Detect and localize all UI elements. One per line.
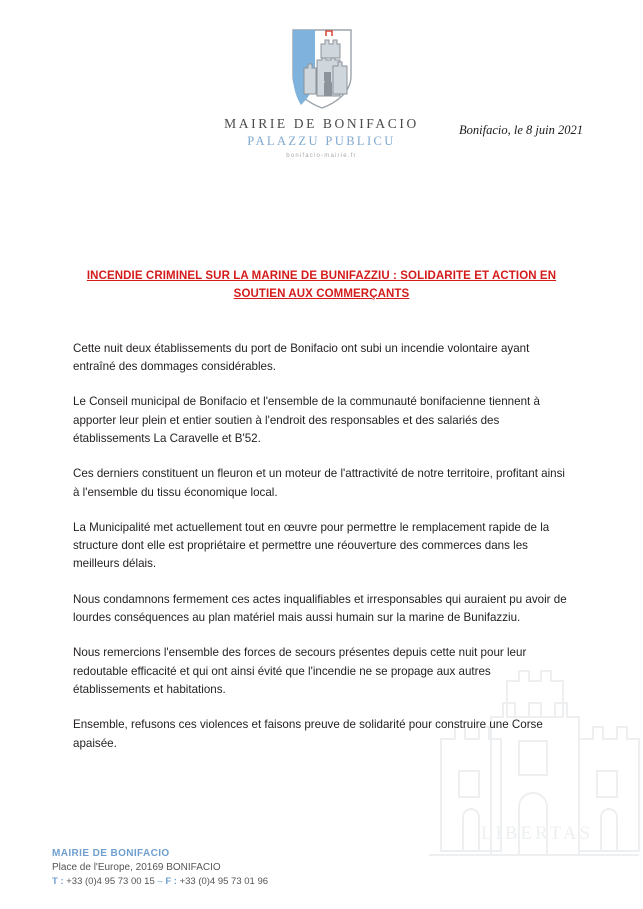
document-title [73,268,570,304]
paragraph-list [73,340,570,753]
paragraph: Nous remercions l'ensemble des forces de secours présentes depuis cette nuit pour leur redoutable efficacité et qui ont ainsi évité que l'incendie ne se propage aux autres établissements et habitations. [73,646,527,696]
footer-address: Place de l'Europe, 20169 BONIFACIO [52,862,221,873]
footer-separator: – [157,876,163,887]
dateline: Bonifacio, le 8 juin 2021 [459,123,583,137]
document-title-line2: SOUTIEN AUX COMMERÇANTS [233,287,410,300]
paragraph: La Municipalité met actuellement tout en œuvre pour permettre le remplacement rapide de la structure dont elle est propriétaire et permettre une réouverture des commerces dans les meilleurs délais. [73,520,550,571]
footer [52,848,268,887]
logo-block [207,26,437,159]
logo-website: bonifacio-mairie.fr [286,153,357,159]
footer-tel-label: T : [52,876,64,887]
watermark-motto: LIBERTAS [480,823,594,844]
footer-tel-value: +33 (0)4 95 73 00 15 [66,876,155,887]
paragraph: Nous condamnons fermement ces actes inqualifiables et irresponsables qui auraient pu avoir de lourdes conséquences au plan matériel mais aussi humain sur la marine de Bunifazziu. [73,592,567,625]
bonifacio-coat-of-arms-icon [291,26,353,110]
footer-fax-value: +33 (0)4 95 73 01 96 [179,876,269,887]
footer-contact [52,876,268,887]
paragraph: Le Conseil municipal de Bonifacio et l'ensemble de la communauté bonifacienne tiennent à apporter leur plein et entier soutien à l'endroit des responsables et des salariés des établissements La Caravelle et B'52. [73,395,540,445]
paragraph: Cette nuit deux établissements du port de Bonifacio ont subi un incendie volontaire ayant entraîné des dommages considérables. [73,341,530,373]
footer-organisation: MAIRIE DE BONIFACIO [52,848,170,859]
document-body [0,268,643,753]
document-title-line1: INCENDIE CRIMINEL SUR LA MARINE DE BUNIFAZZIU : SOLIDARITE ET ACTION EN [86,270,557,282]
paragraph: Ensemble, refusons ces violences et faisons preuve de solidarité pour construire une Corse apaisée. [73,718,543,750]
footer-fax-label: F : [165,876,177,887]
logo-subtitle: PALAZZU PUBLICU [247,134,396,148]
paragraph: Ces derniers constituent un fleuron et un moteur de l'attractivité de notre territoire, profitant ainsi à l'ensemble du tissu économique local. [73,467,565,499]
logo-title: MAIRIE DE BONIFACIO [224,116,419,131]
letterhead [0,0,643,186]
